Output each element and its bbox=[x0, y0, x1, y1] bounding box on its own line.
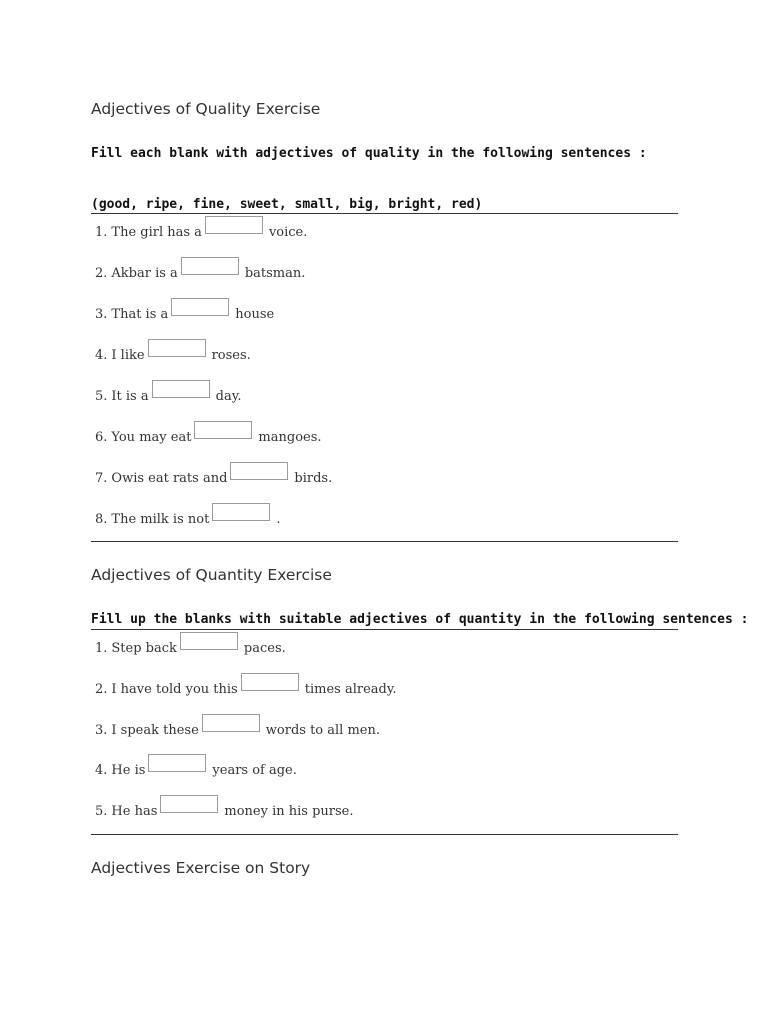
item-number: 5. bbox=[95, 389, 108, 404]
item-text-after: words to all men. bbox=[265, 723, 380, 738]
quality-item-3 bbox=[95, 304, 274, 322]
item-number: 7. bbox=[95, 471, 108, 486]
item-text-before: The girl has a bbox=[111, 225, 202, 240]
quality-section-title: Adjectives of Quality Exercise bbox=[91, 100, 321, 118]
answer-blank-8[interactable] bbox=[212, 503, 270, 521]
answer-blank-6[interactable] bbox=[194, 421, 252, 439]
item-number: 4. bbox=[95, 763, 108, 778]
quality-instruction: Fill each blank with adjectives of quality in the following sentences : bbox=[91, 146, 647, 161]
answer-blank-3[interactable] bbox=[171, 298, 229, 316]
item-text-before: Akbar is a bbox=[111, 266, 178, 281]
item-text-before: Step back bbox=[111, 641, 177, 656]
quantity-top-divider bbox=[91, 629, 678, 630]
item-text-before: I like bbox=[111, 348, 145, 363]
answer-blank-2[interactable] bbox=[181, 257, 239, 275]
quantity-item-1 bbox=[95, 638, 286, 656]
answer-blank-7[interactable] bbox=[230, 462, 288, 480]
item-number: 2. bbox=[95, 266, 108, 281]
item-text-after: mangoes. bbox=[258, 430, 322, 445]
quality-item-7 bbox=[95, 468, 332, 486]
item-text-before: He is bbox=[111, 763, 146, 778]
item-text-after: . bbox=[276, 512, 281, 527]
item-text-before: It is a bbox=[111, 389, 149, 404]
quantity-item-3 bbox=[95, 720, 380, 738]
item-text-before: The milk is not bbox=[111, 512, 210, 527]
quality-item-5 bbox=[95, 386, 241, 404]
item-text-after: roses. bbox=[211, 348, 251, 363]
quality-item-2 bbox=[95, 263, 305, 281]
quantity-item-5 bbox=[95, 801, 353, 819]
quality-item-1 bbox=[95, 222, 307, 240]
answer-blank-4[interactable] bbox=[148, 754, 206, 772]
quantity-bottom-divider bbox=[91, 834, 678, 835]
answer-blank-3[interactable] bbox=[202, 714, 260, 732]
quality-item-4 bbox=[95, 345, 251, 363]
answer-blank-1[interactable] bbox=[205, 216, 263, 234]
item-number: 3. bbox=[95, 723, 108, 738]
item-number: 8. bbox=[95, 512, 108, 527]
answer-blank-5[interactable] bbox=[160, 795, 218, 813]
answer-blank-1[interactable] bbox=[180, 632, 238, 650]
item-number: 3. bbox=[95, 307, 108, 322]
item-text-before: He has bbox=[111, 804, 158, 819]
quantity-item-2 bbox=[95, 679, 397, 697]
item-text-after: voice. bbox=[268, 225, 308, 240]
quality-word-bank: (good, ripe, fine, sweet, small, big, bright, red) bbox=[91, 197, 483, 212]
item-text-before: I have told you this bbox=[111, 682, 238, 697]
quantity-instruction: Fill up the blanks with suitable adjectives of quantity in the following sentences : bbox=[91, 612, 749, 627]
quality-item-8 bbox=[95, 509, 280, 527]
item-text-after: day. bbox=[215, 389, 242, 404]
item-text-after: times already. bbox=[304, 682, 397, 697]
item-number: 2. bbox=[95, 682, 108, 697]
item-text-before: I speak these bbox=[111, 723, 199, 738]
answer-blank-4[interactable] bbox=[148, 339, 206, 357]
item-number: 1. bbox=[95, 225, 108, 240]
quantity-item-4 bbox=[95, 760, 297, 778]
quality-top-divider bbox=[91, 213, 678, 214]
item-text-before: That is a bbox=[111, 307, 169, 322]
answer-blank-2[interactable] bbox=[241, 673, 299, 691]
quality-bottom-divider bbox=[91, 541, 678, 542]
item-text-after: birds. bbox=[294, 471, 333, 486]
item-text-after: house bbox=[235, 307, 275, 322]
item-number: 5. bbox=[95, 804, 108, 819]
item-text-after: years of age. bbox=[212, 763, 297, 778]
item-number: 1. bbox=[95, 641, 108, 656]
quantity-section-title: Adjectives of Quantity Exercise bbox=[91, 566, 332, 584]
item-text-after: money in his purse. bbox=[224, 804, 354, 819]
item-number: 6. bbox=[95, 430, 108, 445]
quality-item-6 bbox=[95, 427, 322, 445]
item-text-after: paces. bbox=[243, 641, 286, 656]
item-text-before: Owis eat rats and bbox=[111, 471, 228, 486]
item-text-before: You may eat bbox=[111, 430, 192, 445]
story-section-title: Adjectives Exercise on Story bbox=[91, 859, 311, 877]
item-text-after: batsman. bbox=[244, 266, 306, 281]
answer-blank-5[interactable] bbox=[152, 380, 210, 398]
item-number: 4. bbox=[95, 348, 108, 363]
